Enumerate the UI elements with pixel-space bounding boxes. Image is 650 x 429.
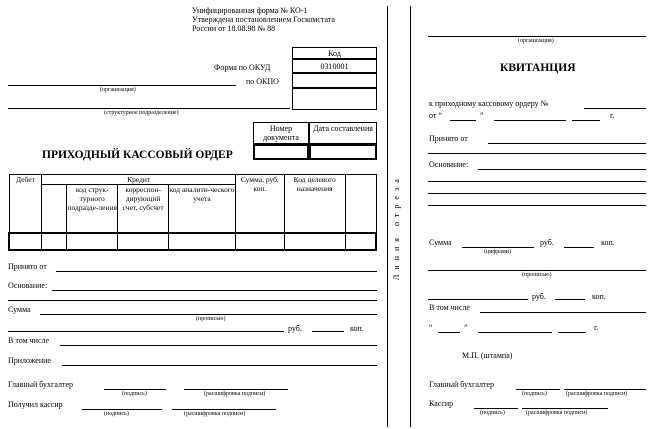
organization-line[interactable]: [8, 85, 236, 86]
doc-date-cell[interactable]: [309, 144, 377, 160]
to-order-label: к приходному кассовому ордеру №: [429, 99, 549, 108]
division-code-cell[interactable]: [67, 233, 118, 250]
doc-number-header: Номер документа: [253, 122, 309, 144]
receipt-cashier-signature-caption: (подпись): [480, 410, 505, 416]
order-number-line[interactable]: [584, 108, 646, 109]
receipt-quote-close: ”: [480, 111, 484, 120]
cashier-signature-caption: (подпись): [104, 411, 129, 417]
receipt-day-line[interactable]: [450, 120, 476, 121]
receipt-rub-label: руб.: [540, 238, 554, 247]
receipt-including-line[interactable]: [480, 312, 646, 313]
chief-signature-line[interactable]: [104, 389, 166, 390]
kop-line[interactable]: [312, 331, 344, 332]
receipt-chief-decode-line[interactable]: [564, 389, 646, 390]
receipt-date-quote-open: “: [429, 323, 433, 332]
cashier-decode-caption: (расшифровка подписи): [184, 411, 246, 417]
including-line[interactable]: [60, 345, 377, 346]
kod-header: Код: [292, 47, 377, 59]
analytic-code-header: код аналити-ческого учета: [169, 185, 236, 233]
credit-header: Кредит: [42, 175, 235, 185]
basis-label: Основание:: [8, 281, 48, 290]
receipt-cashier-decode-caption: (расшифровка подписи): [526, 410, 588, 416]
blank-subheader: [42, 185, 67, 233]
received-from-line[interactable]: [56, 271, 377, 272]
blank-header: [345, 175, 376, 233]
amount-header: Сумма, руб. коп.: [235, 175, 284, 233]
debit-cell[interactable]: [9, 233, 42, 250]
receipt-received-from-line-2[interactable]: [428, 153, 646, 154]
receipt-basis-line[interactable]: [478, 169, 646, 170]
receipt-amount-kop-line[interactable]: [564, 247, 594, 248]
received-from-label: Принято от: [8, 262, 47, 271]
receipt-title: КВИТАНЦИЯ: [500, 62, 576, 74]
order-title: ПРИХОДНЫЙ КАССОВЫЙ ОРДЕР: [42, 149, 233, 161]
receipt-words-line[interactable]: [428, 270, 646, 271]
receipt-rub-label-2: руб.: [532, 292, 546, 301]
receipt-received-from-line[interactable]: [488, 143, 646, 144]
doc-date-header: Дата составления: [309, 122, 377, 144]
receipt-basis-line-4[interactable]: [428, 205, 646, 206]
receipt-cashier-decode-line[interactable]: [522, 408, 608, 409]
debit-header: Дебет: [9, 175, 42, 233]
division-line[interactable]: [8, 108, 290, 109]
receipt-from-label: от “: [429, 111, 442, 120]
receipt-date-quote-close: ”: [464, 323, 468, 332]
receipt-amount-label: Сумма: [429, 238, 452, 247]
okud-code-cell[interactable]: 0310001: [292, 59, 377, 73]
receipt-amount-rub-line[interactable]: [462, 247, 534, 248]
chief-accountant-label: Главный бухгалтер: [8, 380, 73, 389]
receipt-date-day-line[interactable]: [438, 332, 460, 333]
rub-label: руб.: [288, 324, 302, 333]
receipt-basis-line-3[interactable]: [428, 193, 646, 194]
amount-cell[interactable]: [235, 233, 284, 250]
receipt-chief-decode-caption: (расшифровка подписи): [566, 391, 628, 397]
cut-line-left: [387, 6, 388, 427]
cashier-signature-line[interactable]: [82, 409, 162, 410]
chief-signature-caption: (подпись): [122, 391, 147, 397]
receipt-date-year-line[interactable]: [558, 332, 586, 333]
in-words-caption: (прописью): [196, 316, 226, 322]
receipt-chief-signature-line[interactable]: [516, 389, 560, 390]
receipt-words-line-2[interactable]: [428, 299, 528, 300]
okpo-code-cell[interactable]: [292, 73, 377, 88]
receipt-cashier-label: Кассир: [429, 399, 454, 408]
amount-line[interactable]: [40, 314, 377, 315]
attachment-line[interactable]: [62, 365, 377, 366]
stamp-label: М.П. (штампа): [462, 351, 513, 360]
analytic-code-cell[interactable]: [169, 233, 236, 250]
receipt-organization-line[interactable]: [428, 36, 646, 37]
accounting-table: [8, 174, 377, 251]
receipt-year-line[interactable]: [572, 120, 600, 121]
receipt-date-month-line[interactable]: [478, 332, 552, 333]
receipt-organization-caption: (организация): [518, 38, 554, 44]
amount-label: Сумма: [8, 305, 31, 314]
basis-line-2[interactable]: [8, 300, 377, 301]
kop-label: коп.: [350, 324, 364, 333]
received-cashier-label: Получил кассир: [8, 400, 63, 409]
receipt-chief-accountant-label: Главный бухгалтер: [429, 380, 494, 389]
receipt-received-from-label: Принято от: [429, 134, 468, 143]
doc-number-cell[interactable]: [253, 144, 309, 160]
cut-line-right: [410, 6, 411, 427]
in-figures-caption: (цифрами): [484, 249, 511, 255]
receipt-month-line[interactable]: [494, 120, 566, 121]
cut-line-label: Линия отреза: [392, 174, 401, 280]
including-label: В том числе: [8, 336, 50, 345]
receipt-including-label: В том числе: [429, 303, 471, 312]
receipt-basis-line-2[interactable]: [428, 181, 646, 182]
extra-code-cell[interactable]: [292, 88, 377, 110]
chief-decode-line[interactable]: [184, 389, 288, 390]
chief-decode-caption: (расшифровка подписи): [204, 391, 266, 397]
purpose-code-cell[interactable]: [284, 233, 345, 250]
okud-label: Форма по ОКУД: [214, 63, 271, 72]
purpose-code-header: Код целевого назначения: [284, 175, 345, 233]
blank-cell[interactable]: [42, 233, 67, 250]
division-code-header: код струк-турного подразде-ления: [67, 185, 118, 233]
form-header: Унифицированная форма № КО-1 Утверждена постановлением Госкомстата России от 18.08.98 № 88: [192, 6, 335, 33]
receipt-chief-signature-caption: (подпись): [522, 391, 547, 397]
attachment-label: Приложение: [8, 356, 51, 365]
receipt-kop-line-2[interactable]: [555, 299, 585, 300]
receipt-cashier-signature-line[interactable]: [474, 408, 518, 409]
receipt-date-year-suffix: г.: [594, 323, 599, 332]
division-caption: (структурное подразделение): [104, 110, 179, 116]
receipt-year-suffix: г.: [610, 111, 615, 120]
receipt-kop-label: коп.: [601, 238, 615, 247]
okpo-label: по ОКПО: [246, 77, 279, 86]
corr-account-header: корреспон-дирующий счет, субсчет: [118, 185, 169, 233]
receipt-kop-label-2: коп.: [592, 292, 606, 301]
receipt-in-words-caption: (прописью): [522, 272, 552, 278]
corr-account-cell[interactable]: [118, 233, 169, 250]
receipt-basis-label: Основание:: [429, 160, 469, 169]
basis-line[interactable]: [52, 290, 377, 291]
organization-caption: (организация): [100, 87, 136, 93]
amount-line-2[interactable]: [8, 331, 284, 332]
blank-cell-2[interactable]: [345, 233, 376, 250]
cashier-decode-line[interactable]: [172, 409, 276, 410]
